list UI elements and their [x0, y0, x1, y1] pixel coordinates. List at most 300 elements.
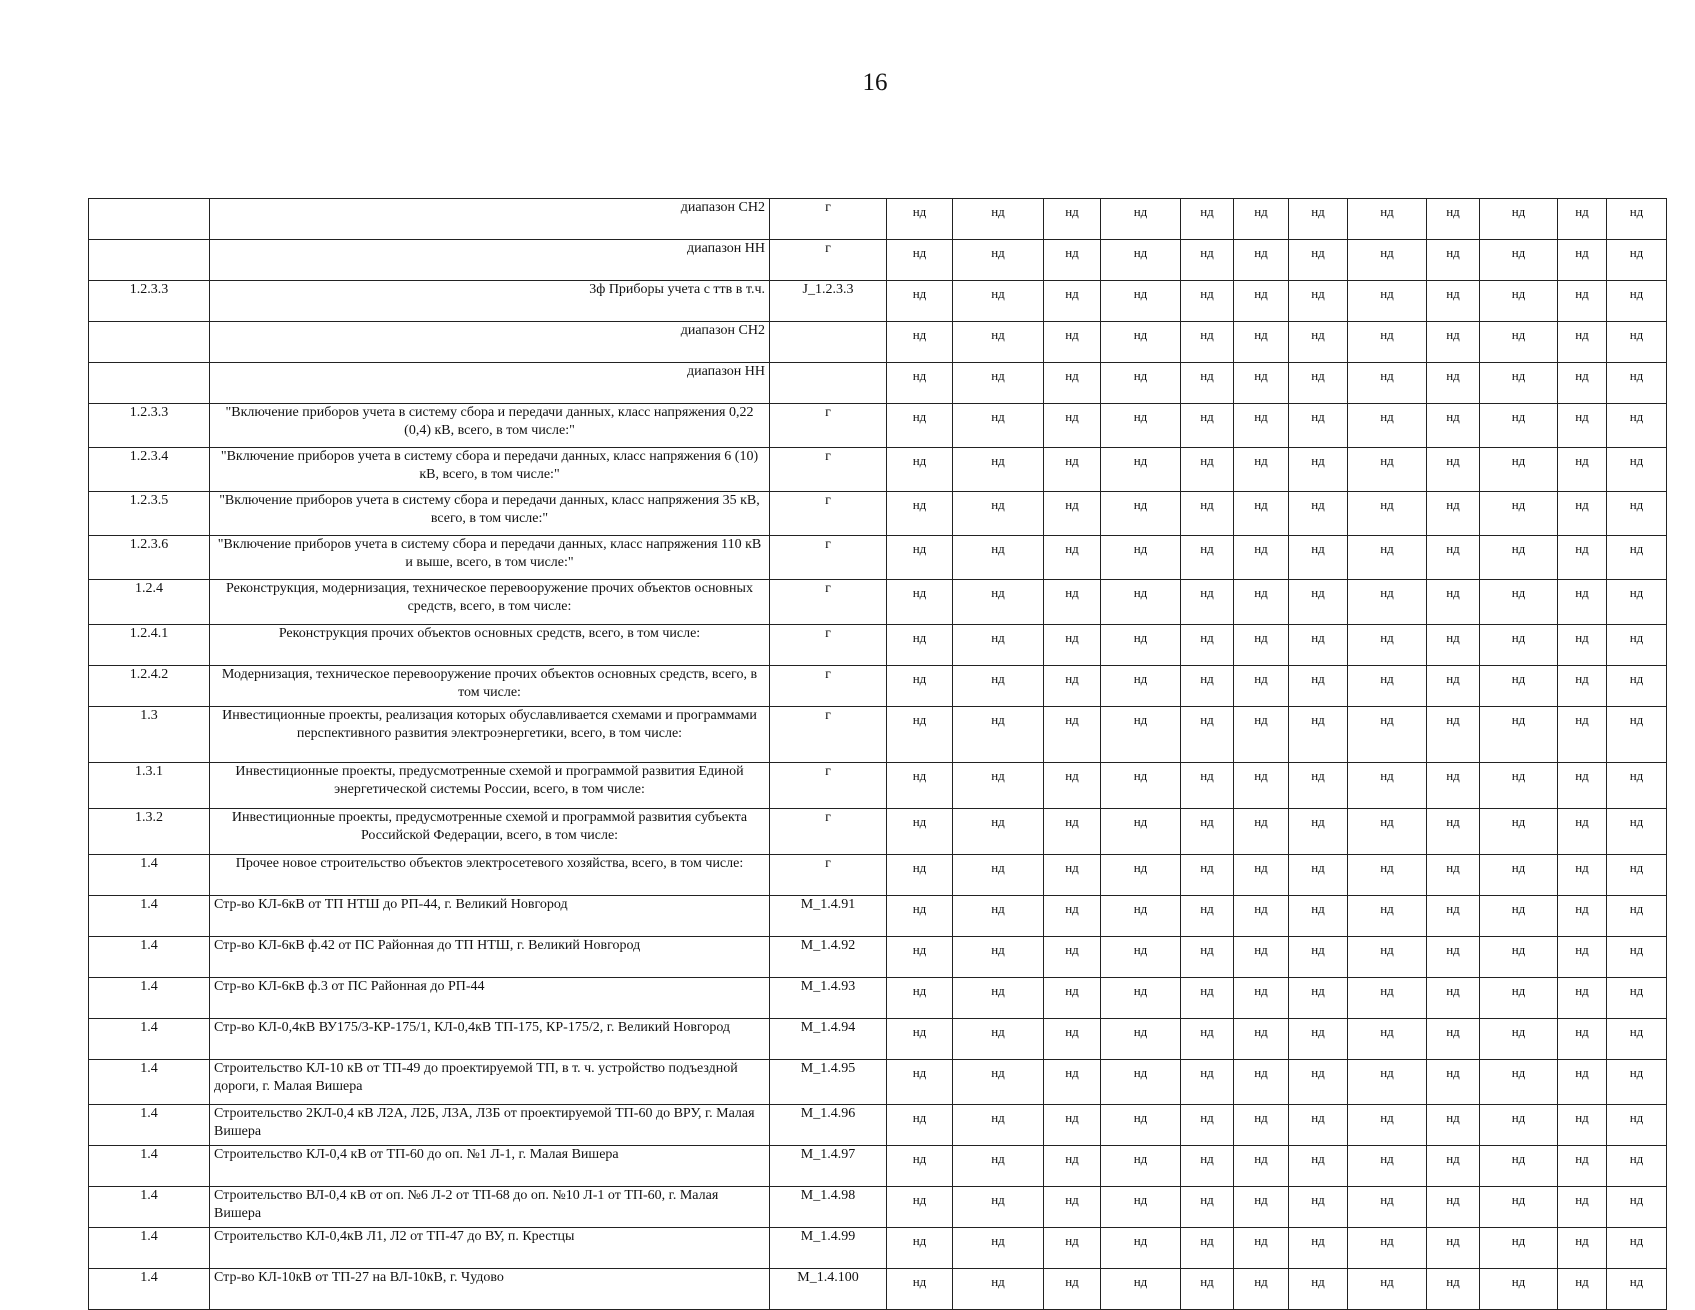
value-cell: нд [1101, 492, 1181, 536]
value-cell: нд [953, 1269, 1044, 1310]
row-identifier: J_1.2.3.3 [770, 281, 887, 322]
row-identifier [770, 322, 887, 363]
value-cell: нд [1044, 707, 1101, 763]
value-cell: нд [1480, 281, 1558, 322]
row-identifier: г [770, 536, 887, 580]
row-name: Строительство КЛ-0,4 кВ от ТП-60 до оп. №1 Л-1, г. Малая Вишера [210, 1146, 770, 1187]
value-cell: нд [1348, 937, 1427, 978]
value-cell: нд [1101, 1105, 1181, 1146]
value-cell: нд [1607, 666, 1667, 707]
value-cell: нд [1101, 809, 1181, 855]
value-cell: нд [1234, 448, 1289, 492]
value-cell: нд [1181, 580, 1234, 625]
row-code: 1.4 [89, 1269, 210, 1310]
value-cell: нд [1234, 1228, 1289, 1269]
value-cell: нд [1289, 809, 1348, 855]
value-cell: нд [1044, 1228, 1101, 1269]
value-cell: нд [1480, 536, 1558, 580]
value-cell: нд [953, 666, 1044, 707]
value-cell: нд [1044, 363, 1101, 404]
value-cell: нд [1044, 240, 1101, 281]
value-cell: нд [1348, 199, 1427, 240]
value-cell: нд [1427, 448, 1480, 492]
value-cell: нд [1101, 240, 1181, 281]
value-cell: нд [1427, 536, 1480, 580]
value-cell: нд [1348, 1060, 1427, 1105]
table-row [89, 199, 1667, 240]
table-row [89, 281, 1667, 322]
table-row [89, 855, 1667, 896]
value-cell: нд [1348, 1019, 1427, 1060]
value-cell: нд [1044, 492, 1101, 536]
row-identifier: М_1.4.95 [770, 1060, 887, 1105]
row-identifier: г [770, 666, 887, 707]
value-cell: нд [1607, 1269, 1667, 1310]
value-cell: нд [1558, 322, 1607, 363]
value-cell: нд [887, 492, 953, 536]
value-cell: нд [887, 937, 953, 978]
value-cell: нд [1480, 404, 1558, 448]
value-cell: нд [887, 536, 953, 580]
row-identifier: М_1.4.100 [770, 1269, 887, 1310]
value-cell: нд [1558, 625, 1607, 666]
value-cell: нд [1348, 625, 1427, 666]
value-cell: нд [1427, 240, 1480, 281]
row-name: Строительство 2КЛ-0,4 кВ Л2А, Л2Б, Л3А, Л3Б от проектируемой ТП-60 до ВРУ, г. Малая Вишера [210, 1105, 770, 1146]
value-cell: нд [887, 240, 953, 281]
row-name: 3ф Приборы учета с ттв в т.ч. [210, 281, 770, 322]
value-cell: нд [1558, 855, 1607, 896]
row-identifier: г [770, 855, 887, 896]
value-cell: нд [1234, 707, 1289, 763]
value-cell: нд [1607, 240, 1667, 281]
table-row [89, 666, 1667, 707]
table-body [89, 199, 1667, 1310]
value-cell: нд [1607, 448, 1667, 492]
value-cell: нд [1101, 1060, 1181, 1105]
value-cell: нд [1289, 281, 1348, 322]
value-cell: нд [1044, 281, 1101, 322]
value-cell: нд [1101, 536, 1181, 580]
value-cell: нд [1101, 763, 1181, 809]
value-cell: нд [887, 281, 953, 322]
value-cell: нд [1044, 448, 1101, 492]
value-cell: нд [1558, 707, 1607, 763]
value-cell: нд [1607, 281, 1667, 322]
value-cell: нд [1427, 1019, 1480, 1060]
value-cell: нд [1181, 855, 1234, 896]
value-cell: нд [1181, 1187, 1234, 1228]
value-cell: нд [1101, 448, 1181, 492]
value-cell: нд [1427, 763, 1480, 809]
value-cell: нд [1558, 363, 1607, 404]
value-cell: нд [1558, 809, 1607, 855]
row-code: 1.4 [89, 1187, 210, 1228]
value-cell: нд [1558, 1269, 1607, 1310]
value-cell: нд [1480, 1105, 1558, 1146]
value-cell: нд [1289, 580, 1348, 625]
value-cell: нд [887, 625, 953, 666]
row-identifier: г [770, 404, 887, 448]
row-code: 1.3.2 [89, 809, 210, 855]
value-cell: нд [1348, 536, 1427, 580]
value-cell: нд [1558, 763, 1607, 809]
value-cell: нд [1289, 404, 1348, 448]
value-cell: нд [1181, 492, 1234, 536]
value-cell: нд [1044, 1105, 1101, 1146]
value-cell: нд [1348, 978, 1427, 1019]
value-cell: нд [1348, 448, 1427, 492]
value-cell: нд [953, 580, 1044, 625]
value-cell: нд [1181, 363, 1234, 404]
table-row [89, 1187, 1667, 1228]
value-cell: нд [1427, 855, 1480, 896]
value-cell: нд [1607, 763, 1667, 809]
value-cell: нд [1427, 281, 1480, 322]
value-cell: нд [1427, 1228, 1480, 1269]
row-code [89, 240, 210, 281]
value-cell: нд [1181, 763, 1234, 809]
value-cell: нд [1044, 199, 1101, 240]
value-cell: нд [1558, 580, 1607, 625]
value-cell: нд [1234, 536, 1289, 580]
value-cell: нд [1607, 855, 1667, 896]
value-cell: нд [887, 896, 953, 937]
value-cell: нд [1427, 1105, 1480, 1146]
row-name: "Включение приборов учета в систему сбора и передачи данных, класс напряжения 6 (10) кВ, всего, в том числе:" [210, 448, 770, 492]
table-row [89, 363, 1667, 404]
value-cell: нд [1558, 666, 1607, 707]
value-cell: нд [1348, 896, 1427, 937]
value-cell: нд [1480, 1187, 1558, 1228]
row-name: Реконструкция прочих объектов основных средств, всего, в том числе: [210, 625, 770, 666]
value-cell: нд [1044, 896, 1101, 937]
row-name: Инвестиционные проекты, предусмотренные схемой и программой развития субъекта Российской Федерации, всего, в том числе: [210, 809, 770, 855]
value-cell: нд [1181, 536, 1234, 580]
value-cell: нд [953, 1019, 1044, 1060]
value-cell: нд [1289, 492, 1348, 536]
table-row [89, 1060, 1667, 1105]
value-cell: нд [1348, 707, 1427, 763]
value-cell: нд [1101, 1146, 1181, 1187]
value-cell: нд [1480, 363, 1558, 404]
value-cell: нд [1427, 978, 1480, 1019]
table-row [89, 448, 1667, 492]
row-code: 1.4 [89, 1228, 210, 1269]
row-code: 1.4 [89, 978, 210, 1019]
value-cell: нд [1480, 1228, 1558, 1269]
page-number: 16 [862, 69, 888, 96]
investment-program-table [88, 198, 1667, 1310]
row-name: диапазон НН [210, 363, 770, 404]
value-cell: нд [1607, 1060, 1667, 1105]
value-cell: нд [1289, 448, 1348, 492]
row-name: Инвестиционные проекты, реализация которых обуславливается схемами и программами перспективного развития электроэнергетики, всего, в том числе: [210, 707, 770, 763]
row-identifier: г [770, 809, 887, 855]
value-cell: нд [1234, 855, 1289, 896]
value-cell: нд [953, 855, 1044, 896]
value-cell: нд [1289, 363, 1348, 404]
value-cell: нд [1480, 763, 1558, 809]
value-cell: нд [1607, 1146, 1667, 1187]
value-cell: нд [1234, 404, 1289, 448]
value-cell: нд [1181, 666, 1234, 707]
value-cell: нд [1181, 1019, 1234, 1060]
value-cell: нд [1558, 978, 1607, 1019]
value-cell: нд [1044, 580, 1101, 625]
value-cell: нд [1348, 1228, 1427, 1269]
value-cell: нд [1101, 199, 1181, 240]
value-cell: нд [1348, 281, 1427, 322]
row-code: 1.4 [89, 1146, 210, 1187]
value-cell: нд [1427, 492, 1480, 536]
row-code: 1.4 [89, 1019, 210, 1060]
value-cell: нд [1234, 1146, 1289, 1187]
value-cell: нд [1289, 1146, 1348, 1187]
row-identifier: г [770, 199, 887, 240]
value-cell: нд [1101, 625, 1181, 666]
row-identifier: М_1.4.99 [770, 1228, 887, 1269]
value-cell: нд [1480, 855, 1558, 896]
table-row [89, 978, 1667, 1019]
value-cell: нд [953, 199, 1044, 240]
row-identifier: М_1.4.98 [770, 1187, 887, 1228]
value-cell: нд [887, 404, 953, 448]
value-cell: нд [1181, 240, 1234, 281]
value-cell: нд [1289, 1060, 1348, 1105]
value-cell: нд [953, 363, 1044, 404]
table-row [89, 1146, 1667, 1187]
value-cell: нд [1607, 1105, 1667, 1146]
value-cell: нд [1348, 240, 1427, 281]
value-cell: нд [1480, 666, 1558, 707]
row-code [89, 199, 210, 240]
value-cell: нд [1101, 666, 1181, 707]
value-cell: нд [953, 1187, 1044, 1228]
value-cell: нд [1234, 322, 1289, 363]
row-identifier: г [770, 448, 887, 492]
value-cell: нд [1558, 937, 1607, 978]
table-row [89, 625, 1667, 666]
value-cell: нд [1480, 978, 1558, 1019]
value-cell: нд [1234, 763, 1289, 809]
value-cell: нд [1558, 536, 1607, 580]
value-cell: нд [1181, 1105, 1234, 1146]
value-cell: нд [953, 240, 1044, 281]
value-cell: нд [1480, 937, 1558, 978]
value-cell: нд [1101, 1228, 1181, 1269]
value-cell: нд [1234, 978, 1289, 1019]
value-cell: нд [1289, 978, 1348, 1019]
value-cell: нд [1348, 763, 1427, 809]
value-cell: нд [1348, 855, 1427, 896]
value-cell: нд [1607, 978, 1667, 1019]
row-name: Строительство ВЛ-0,4 кВ от оп. №6 Л-2 от ТП-68 до оп. №10 Л-1 от ТП-60, г. Малая Вишера [210, 1187, 770, 1228]
value-cell: нд [1101, 978, 1181, 1019]
value-cell: нд [1558, 1105, 1607, 1146]
value-cell: нд [1044, 1146, 1101, 1187]
value-cell: нд [1181, 1060, 1234, 1105]
table-row [89, 937, 1667, 978]
value-cell: нд [953, 707, 1044, 763]
value-cell: нд [1558, 199, 1607, 240]
table-row [89, 1019, 1667, 1060]
table-row [89, 1228, 1667, 1269]
value-cell: нд [1480, 1019, 1558, 1060]
table-row [89, 763, 1667, 809]
value-cell: нд [887, 1105, 953, 1146]
table-row [89, 492, 1667, 536]
value-cell: нд [1181, 281, 1234, 322]
row-code: 1.2.4 [89, 580, 210, 625]
value-cell: нд [1480, 1146, 1558, 1187]
value-cell: нд [1427, 1146, 1480, 1187]
table-row [89, 404, 1667, 448]
value-cell: нд [1607, 536, 1667, 580]
value-cell: нд [887, 1019, 953, 1060]
value-cell: нд [1480, 322, 1558, 363]
value-cell: нд [1044, 536, 1101, 580]
value-cell: нд [1607, 1019, 1667, 1060]
value-cell: нд [887, 448, 953, 492]
value-cell: нд [1181, 199, 1234, 240]
value-cell: нд [1427, 707, 1480, 763]
row-name: Стр-во КЛ-6кВ ф.3 от ПС Районная до РП-44 [210, 978, 770, 1019]
row-identifier: г [770, 625, 887, 666]
value-cell: нд [1234, 937, 1289, 978]
value-cell: нд [1181, 625, 1234, 666]
value-cell: нд [1607, 896, 1667, 937]
value-cell: нд [1044, 404, 1101, 448]
value-cell: нд [887, 1228, 953, 1269]
value-cell: нд [1348, 1187, 1427, 1228]
value-cell: нд [1181, 896, 1234, 937]
value-cell: нд [1289, 666, 1348, 707]
value-cell: нд [953, 1060, 1044, 1105]
value-cell: нд [1234, 240, 1289, 281]
row-code: 1.2.3.3 [89, 281, 210, 322]
value-cell: нд [1234, 625, 1289, 666]
value-cell: нд [1480, 240, 1558, 281]
value-cell: нд [1348, 809, 1427, 855]
row-code: 1.2.4.2 [89, 666, 210, 707]
value-cell: нд [953, 281, 1044, 322]
value-cell: нд [1607, 322, 1667, 363]
value-cell: нд [1348, 492, 1427, 536]
value-cell: нд [1289, 199, 1348, 240]
row-code: 1.4 [89, 1060, 210, 1105]
value-cell: нд [1044, 666, 1101, 707]
value-cell: нд [1101, 580, 1181, 625]
value-cell: нд [1480, 1060, 1558, 1105]
value-cell: нд [1234, 1019, 1289, 1060]
value-cell: нд [887, 1269, 953, 1310]
value-cell: нд [1234, 896, 1289, 937]
value-cell: нд [1234, 666, 1289, 707]
row-identifier [770, 363, 887, 404]
row-code: 1.4 [89, 896, 210, 937]
value-cell: нд [1044, 1269, 1101, 1310]
value-cell: нд [1427, 404, 1480, 448]
value-cell: нд [1607, 809, 1667, 855]
row-code: 1.2.4.1 [89, 625, 210, 666]
value-cell: нд [1607, 707, 1667, 763]
value-cell: нд [1607, 363, 1667, 404]
row-code: 1.2.3.6 [89, 536, 210, 580]
value-cell: нд [1289, 896, 1348, 937]
value-cell: нд [887, 855, 953, 896]
row-name: "Включение приборов учета в систему сбора и передачи данных, класс напряжения 110 кВ и выше, всего, в том числе:" [210, 536, 770, 580]
value-cell: нд [1607, 1187, 1667, 1228]
value-cell: нд [1348, 363, 1427, 404]
value-cell: нд [953, 978, 1044, 1019]
value-cell: нд [1181, 1228, 1234, 1269]
value-cell: нд [1289, 1019, 1348, 1060]
value-cell: нд [1607, 1228, 1667, 1269]
value-cell: нд [1044, 322, 1101, 363]
value-cell: нд [1181, 1146, 1234, 1187]
value-cell: нд [1480, 707, 1558, 763]
value-cell: нд [1044, 1187, 1101, 1228]
value-cell: нд [1044, 809, 1101, 855]
value-cell: нд [887, 580, 953, 625]
row-name: Стр-во КЛ-6кВ от ТП НТШ до РП-44, г. Великий Новгород [210, 896, 770, 937]
value-cell: нд [1427, 1269, 1480, 1310]
value-cell: нд [1427, 625, 1480, 666]
value-cell: нд [887, 1187, 953, 1228]
value-cell: нд [1181, 1269, 1234, 1310]
row-code: 1.2.3.4 [89, 448, 210, 492]
row-name: "Включение приборов учета в систему сбора и передачи данных, класс напряжения 35 кВ, всего, в том числе:" [210, 492, 770, 536]
value-cell: нд [1181, 448, 1234, 492]
value-cell: нд [1607, 492, 1667, 536]
row-identifier: г [770, 240, 887, 281]
row-identifier: М_1.4.97 [770, 1146, 887, 1187]
row-identifier: г [770, 492, 887, 536]
value-cell: нд [1427, 937, 1480, 978]
value-cell: нд [1181, 937, 1234, 978]
row-identifier: М_1.4.96 [770, 1105, 887, 1146]
value-cell: нд [1289, 937, 1348, 978]
value-cell: нд [1480, 809, 1558, 855]
value-cell: нд [1289, 625, 1348, 666]
value-cell: нд [1558, 281, 1607, 322]
value-cell: нд [1101, 1269, 1181, 1310]
value-cell: нд [953, 448, 1044, 492]
value-cell: нд [1348, 1105, 1427, 1146]
value-cell: нд [1348, 1269, 1427, 1310]
value-cell: нд [1289, 1187, 1348, 1228]
value-cell: нд [1480, 580, 1558, 625]
value-cell: нд [1480, 492, 1558, 536]
value-cell: нд [1181, 322, 1234, 363]
value-cell: нд [1427, 1187, 1480, 1228]
value-cell: нд [1427, 363, 1480, 404]
value-cell: нд [1289, 1269, 1348, 1310]
row-name: диапазон НН [210, 240, 770, 281]
table-row [89, 809, 1667, 855]
value-cell: нд [887, 763, 953, 809]
value-cell: нд [1558, 1228, 1607, 1269]
row-name: Реконструкция, модернизация, техническое перевооружение прочих объектов основных средств, всего, в том числе: [210, 580, 770, 625]
value-cell: нд [1181, 809, 1234, 855]
row-name: "Включение приборов учета в систему сбора и передачи данных, класс напряжения 0,22 (0,4) кВ, всего, в том числе:" [210, 404, 770, 448]
value-cell: нд [1348, 322, 1427, 363]
row-name: Модернизация, техническое перевооружение прочих объектов основных средств, всего, в том числе: [210, 666, 770, 707]
value-cell: нд [1101, 1019, 1181, 1060]
row-identifier: М_1.4.91 [770, 896, 887, 937]
value-cell: нд [1101, 363, 1181, 404]
